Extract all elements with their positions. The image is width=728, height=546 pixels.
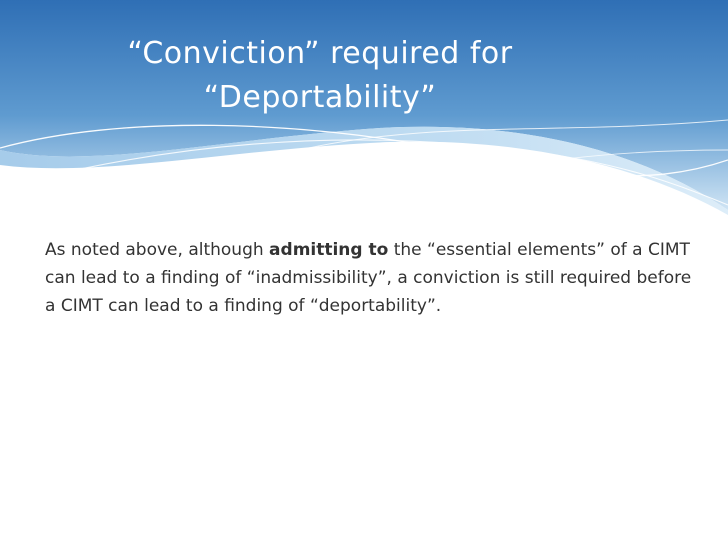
- body-paragraph: [45, 236, 695, 320]
- body-text-part-2: the “essential elements” of a CIMT can lead to a finding of “inadmissibility”, a conviction is still required before a CIMT can lead to a finding of “deportability”.: [45, 240, 692, 316]
- slide-title: [90, 32, 550, 120]
- title-line-2: “Deportability”: [203, 80, 437, 115]
- body-text-bold: admitting to: [269, 240, 389, 260]
- body-text-part-1: As noted above, although: [45, 240, 270, 260]
- title-line-1: “Conviction” required for: [127, 36, 513, 71]
